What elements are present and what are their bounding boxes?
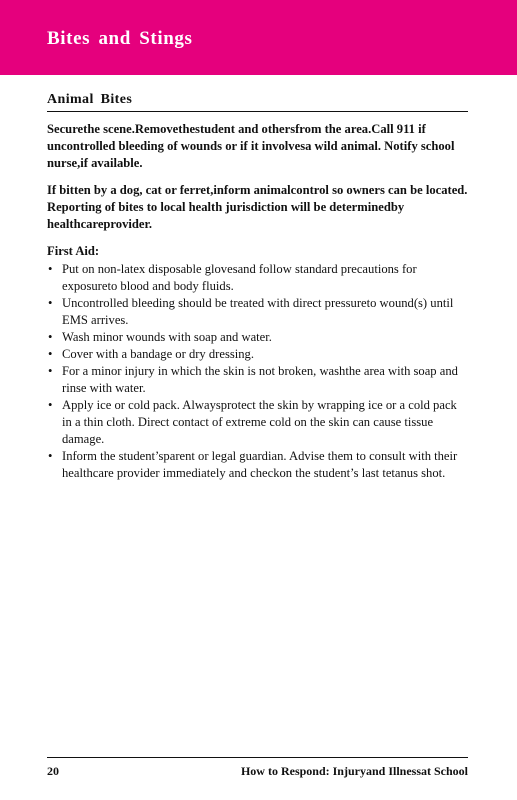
list-item — [47, 448, 468, 482]
bullet-icon: • — [48, 364, 53, 378]
list-item-text: Wash minor wounds with soap and water. — [62, 330, 272, 344]
section-title: Animal Bites — [47, 92, 468, 112]
footer-book-title: How to Respond: Injuryand Illnessat School — [240, 764, 468, 778]
list-item — [47, 295, 468, 329]
list-item — [47, 329, 468, 346]
list-item-text: Cover with a bandage or dry dressing. — [62, 347, 255, 361]
page-number: 20 — [47, 764, 59, 778]
list-item — [47, 346, 468, 363]
list-item — [47, 397, 468, 448]
bullet-icon: • — [48, 296, 53, 310]
list-item-text: For a minor injury in which the skin is not broken, washthe area with soap and rinse with water. — [62, 364, 458, 395]
list-item-text: Inform the student’sparent or legal guardian. Advise them to consult with their healthcare provider immediately and checkon the student’s last tetanus shot. — [62, 449, 458, 480]
first-aid-list — [47, 261, 468, 482]
paragraph-secure-scene: Securethe scene.Removethestudent and othersfrom the area.Call 911 if uncontrolled bleeding of wounds or if it involvesa wild animal. Notify school nurse,if available. — [47, 122, 455, 170]
bullet-icon: • — [48, 398, 53, 412]
page-title: Bites and Stings — [47, 28, 193, 49]
list-item-text: Apply ice or cold pack. Alwaysprotect the skin by wrapping ice or a cold pack in a thin cloth. Direct contact of extreme cold on the skin can cause tissue damage. — [62, 398, 457, 446]
paragraph-animal-control: If bitten by a dog, cat or ferret,inform animalcontrol so owners can be located. Reporting of bites to local health jurisdiction will be determinedby healthcareprovider. — [47, 183, 468, 231]
list-item-text: Put on non-latex disposable glovesand follow standard precautions for exposureto blood and body fluids. — [62, 262, 417, 293]
list-item — [47, 363, 468, 397]
first-aid-heading: First Aid: — [47, 244, 100, 258]
footer-divider — [47, 757, 468, 758]
main-content — [47, 92, 468, 482]
bullet-icon: • — [48, 449, 53, 463]
header-band — [0, 0, 517, 75]
bullet-icon: • — [48, 347, 53, 361]
bullet-icon: • — [48, 262, 53, 276]
list-item-text: Uncontrolled bleeding should be treated with direct pressureto wound(s) until EMS arrives. — [62, 296, 454, 327]
bullet-icon: • — [48, 330, 53, 344]
list-item — [47, 261, 468, 295]
